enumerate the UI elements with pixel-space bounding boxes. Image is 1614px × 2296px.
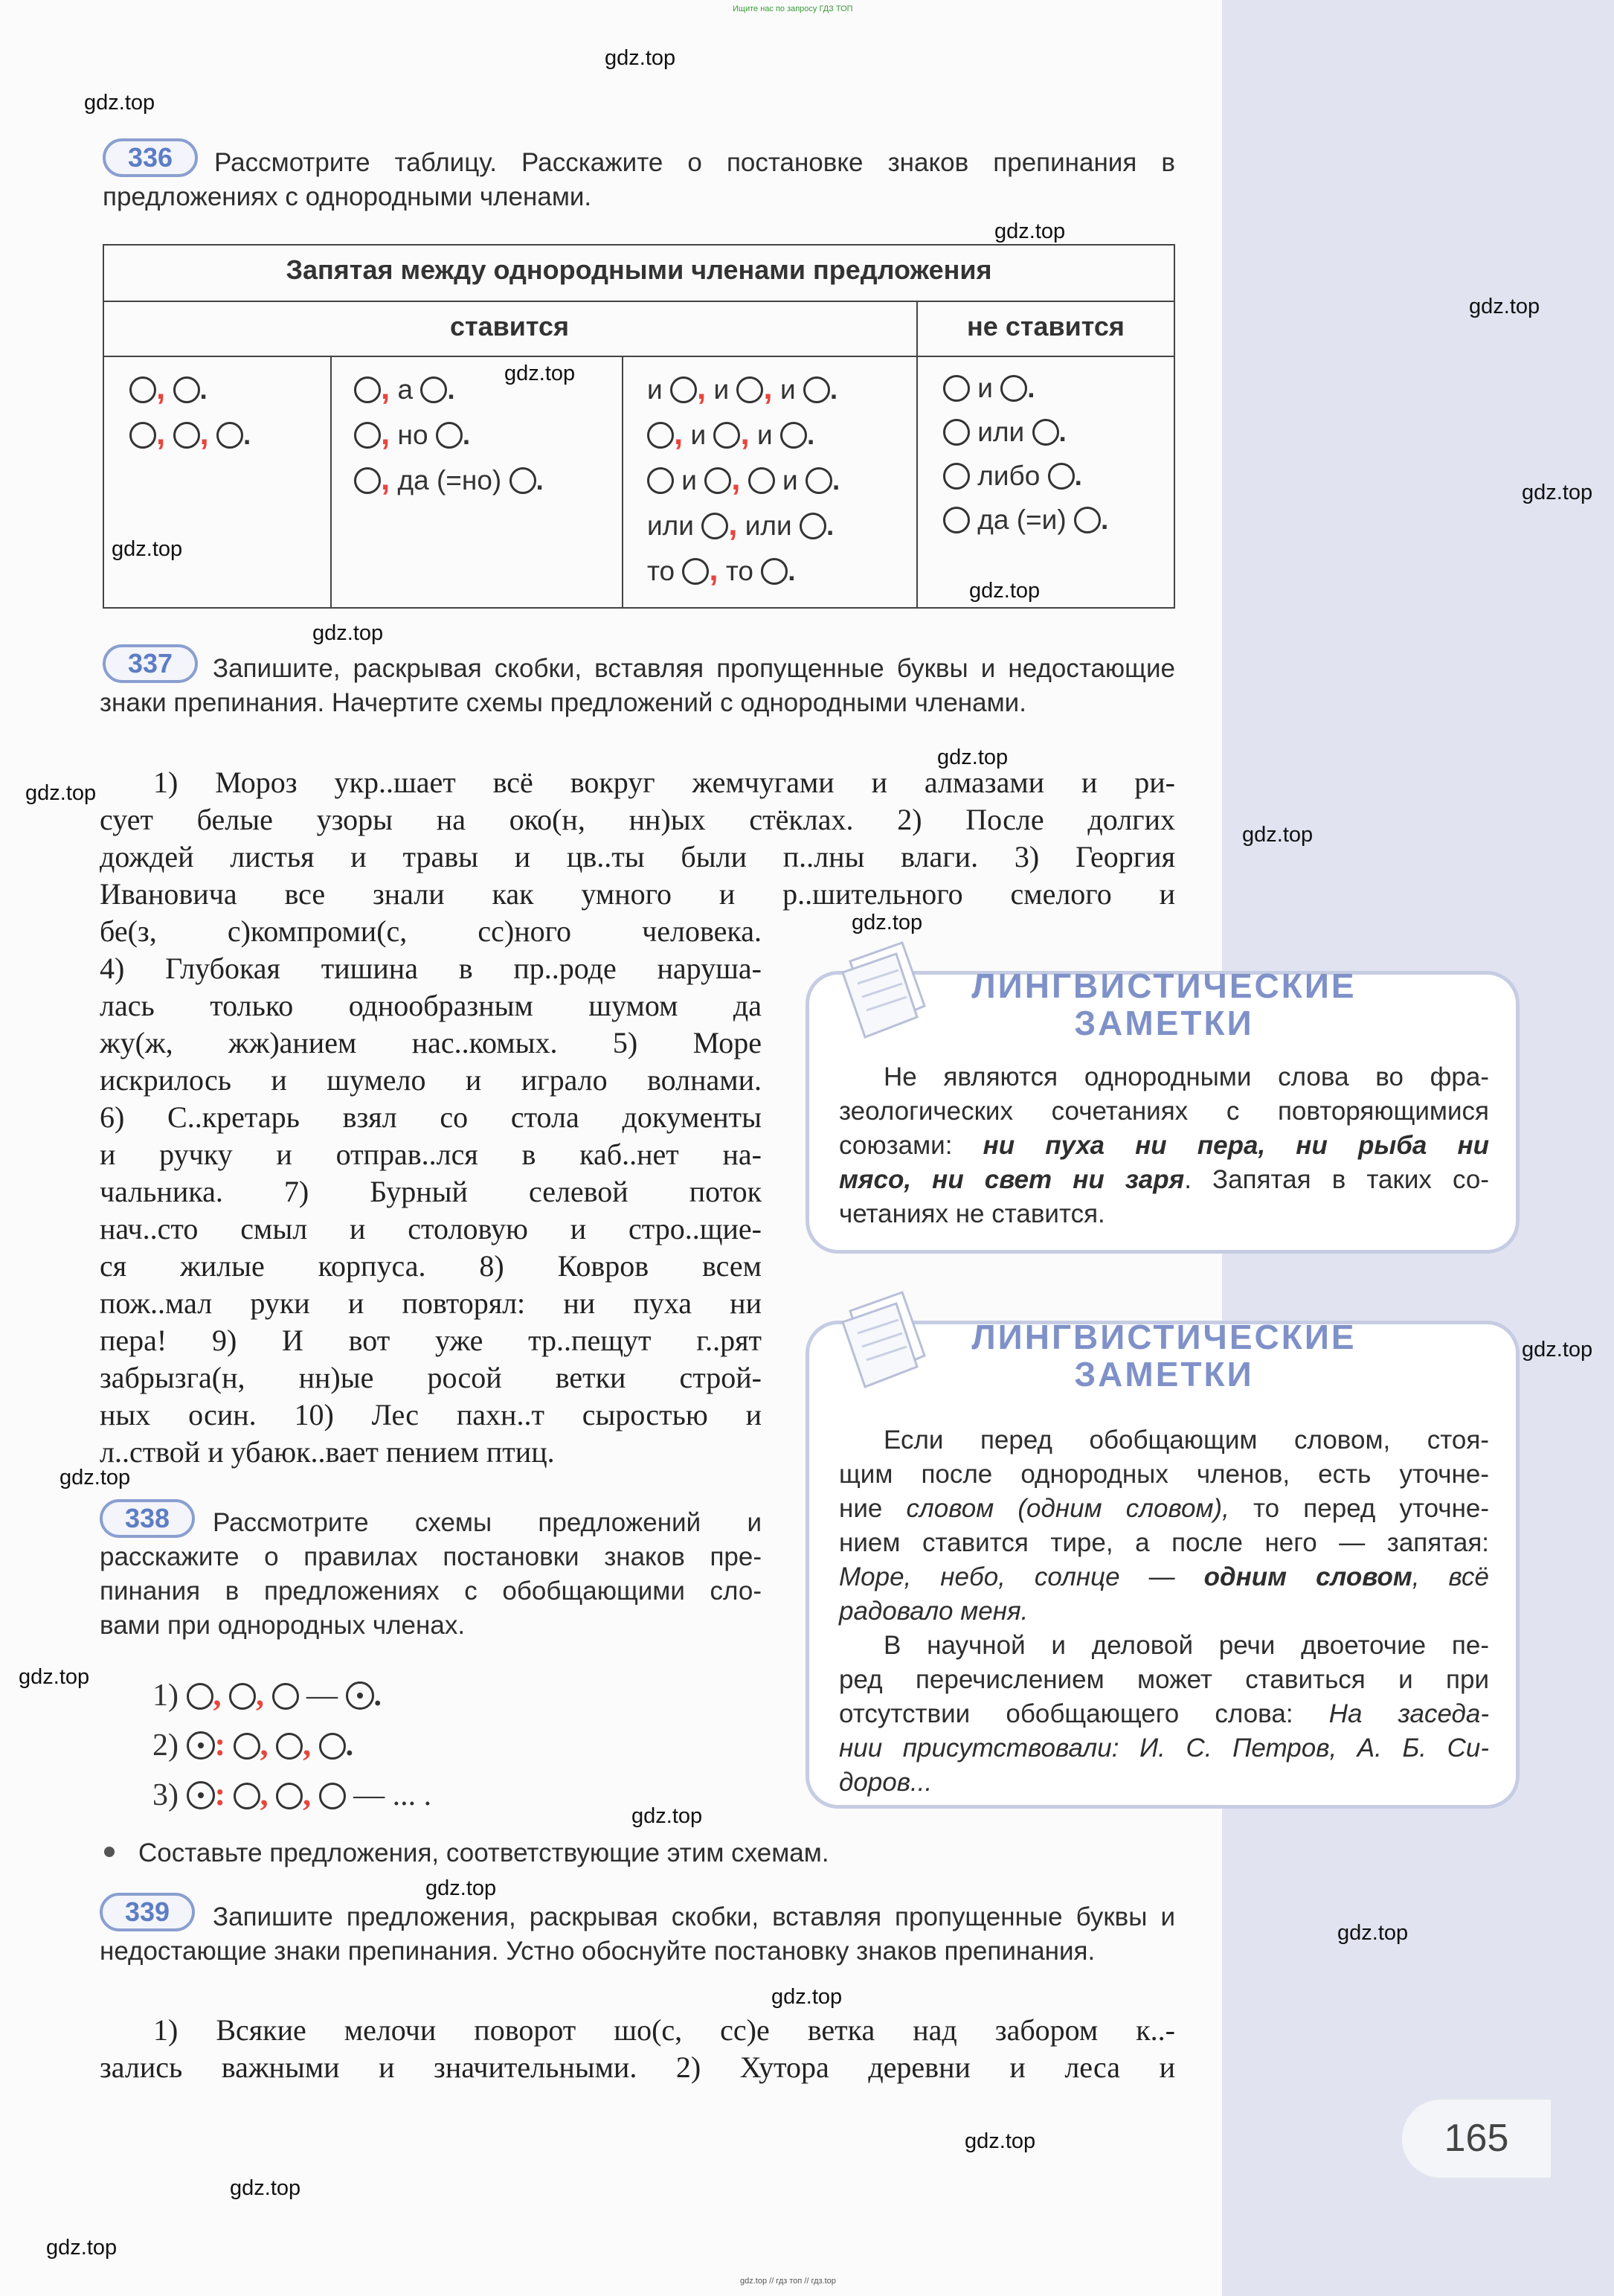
watermark: gdz.top: [312, 621, 384, 645]
watermark: gdz.top: [112, 537, 183, 561]
bottom-banner: gdz.top // гдз топ // гдз.top: [740, 2277, 836, 2286]
watermark: gdz.top: [504, 362, 576, 385]
bullet-task: Составьте предложения, соответствующие этим схемам.: [104, 1836, 997, 1870]
exercise-task: Запишите, раскрывая скобки, вставляя пропущенные буквы и недостающие знаки препинания. Начертите схемы предложений с однородными членами.: [100, 654, 1175, 717]
text-line: лась только однообразным шумом да: [100, 989, 762, 1022]
text-line: пож..мал руки и повторял: ни пуха ни: [100, 1286, 762, 1320]
text-line: жу(ж, жж)анием нас..комых. 5) Море: [100, 1026, 762, 1059]
watermark: gdz.top: [965, 2129, 1036, 2153]
text-line: ных осин. 10) Лес пахн..т сыростью и: [100, 1398, 762, 1431]
exercise-number: 338: [100, 1499, 195, 1538]
text-line: 4) Глубокая тишина в пр..роде наруша-: [100, 952, 762, 985]
watermark: gdz.top: [1469, 295, 1540, 318]
watermark: gdz.top: [84, 91, 155, 115]
text-line: забрызга(н, нн)ые росой ветки строй-: [100, 1361, 762, 1394]
table-title: Запятая между однородными членами предложения: [286, 254, 992, 285]
punctuation-table: [103, 244, 1175, 609]
text-line: пера! 9) И вот уже тр..пещут г..рят: [100, 1324, 762, 1357]
watermark: gdz.top: [19, 1665, 90, 1689]
watermark: gdz.top: [937, 745, 1009, 769]
text-line: л..ствой и убаюк..вает пением птиц.: [100, 1435, 555, 1469]
notes-paper-icon: [835, 939, 932, 1043]
watermark: gdz.top: [771, 1985, 843, 2009]
table-header-not-put: не ставится: [967, 311, 1125, 341]
exercise-number: 337: [103, 644, 198, 683]
watermark: gdz.top: [425, 1876, 497, 1900]
watermark: gdz.top: [60, 1466, 131, 1489]
exercise-number: 336: [103, 138, 198, 177]
exercise-text-column: [100, 950, 762, 1471]
note-body: Не являются однородными слова во фра- зеологических сочетаниях с повторяющимися союзами: ни пуха ни пера, ни рыба ни мясо, ни свет ни заря. Запятая в таких со- четаниях не ставится.: [839, 1062, 1490, 1228]
watermark: gdz.top: [969, 579, 1041, 603]
watermark: gdz.top: [994, 219, 1066, 243]
text-line: 6) С..кретарь взял со стола документы: [100, 1100, 762, 1134]
exercise-task: Рассмотрите схемы предложений и расскажите о правилах постановки знаков пре- пинания в предложениях с обобщающими сло- вами при однородных членах.: [100, 1508, 762, 1640]
exercise-number: 339: [100, 1893, 195, 1931]
text-line: ся жилые корпуса. 8) Ковров всем: [100, 1249, 762, 1283]
watermark: gdz.top: [1242, 823, 1314, 847]
bullet-icon: [104, 1847, 115, 1857]
note-title: ЛИНГВИСТИЧЕСКИЕ ЗАМЕТКИ: [971, 1318, 1357, 1394]
scheme-cell-no-conjunction: , . , , .: [129, 366, 251, 457]
watermark: gdz.top: [852, 911, 923, 934]
exercise-task: Запишите предложения, раскрывая скобки, вставляя пропущенные буквы и недостающие знаки препинания. Устно обоснуйте постановку знаков препинания.: [100, 1902, 1175, 1966]
text-line: и ручку и отправ..лся в каб..нет на-: [100, 1138, 762, 1171]
scheme-cell-adversative: , а . , но . , да (=но) .: [354, 366, 544, 502]
notes-paper-icon: [835, 1289, 932, 1393]
watermark: gdz.top: [1337, 1921, 1409, 1945]
page-number: 165: [1402, 2100, 1551, 2178]
scheme-cell-repeated: и , и , и . , и , и . и , и . или , или . то , то .: [647, 370, 840, 588]
exercise-text: 1) Всякие мелочи поворот шо(с, сс)е ветка над забором к..- зались важными и значительными. 2) Хутора деревни и леса и: [100, 2013, 1175, 2084]
text-line: искрилось и шумело и играло волнами.: [100, 1063, 762, 1097]
note-title: ЛИНГВИСТИЧЕСКИЕ ЗАМЕТКИ: [971, 966, 1357, 1042]
watermark: gdz.top: [25, 781, 97, 805]
watermark: gdz.top: [605, 46, 676, 70]
watermark: gdz.top: [46, 2236, 118, 2260]
exercise-text: 1) Мороз укр..шает всё вокруг жемчугами и алмазами и ри- сует белые узоры на око(н, нн)ых стёклах. 2) После долгих дождей листья и травы и цв..ты были п..лны влаги. 3) Георгия Ивановича все знали как умного и р..шительного смелого и бе(з, с)компроми(с, сс)ного человека.: [100, 766, 1175, 948]
text-line: чальника. 7) Бурный селевой поток: [100, 1175, 762, 1208]
watermark: gdz.top: [1522, 481, 1593, 504]
exercise-task: Рассмотрите таблицу. Расскажите о постановке знаков препинания в предложениях с однородными членами.: [103, 148, 1175, 211]
note-body: Если перед обобщающим словом, стоя- щим после однородных членов, есть уточне- ние словом (одним словом), то перед уточне- нием ставится тире, а после него — запятая: Море, небо, солнце — одним словом, всё радовало меня. В научной и деловой речи двоеточие пе- ред перечислением может ставиться и при отсутствии обобщающего слова: На заседа- нии присутствовали: И. С. Петров, А. Б. Си- доров...: [839, 1426, 1490, 1797]
text-line: нач..сто смыл и столовую и стро..щие-: [100, 1212, 762, 1245]
watermark: gdz.top: [631, 1804, 703, 1828]
watermark: gdz.top: [230, 2176, 301, 2200]
watermark: gdz.top: [1522, 1338, 1593, 1362]
generalizing-word-schemes: 1) , , — . 2) : , , . 3) : , , — ... .: [152, 1676, 432, 1812]
top-banner: Ищите нас по запросу ГДЗ ТОП: [733, 4, 853, 13]
table-header-put: ставится: [449, 311, 570, 341]
scheme-cell-not-put: и . или . либо . да (=и) .: [943, 366, 1108, 542]
